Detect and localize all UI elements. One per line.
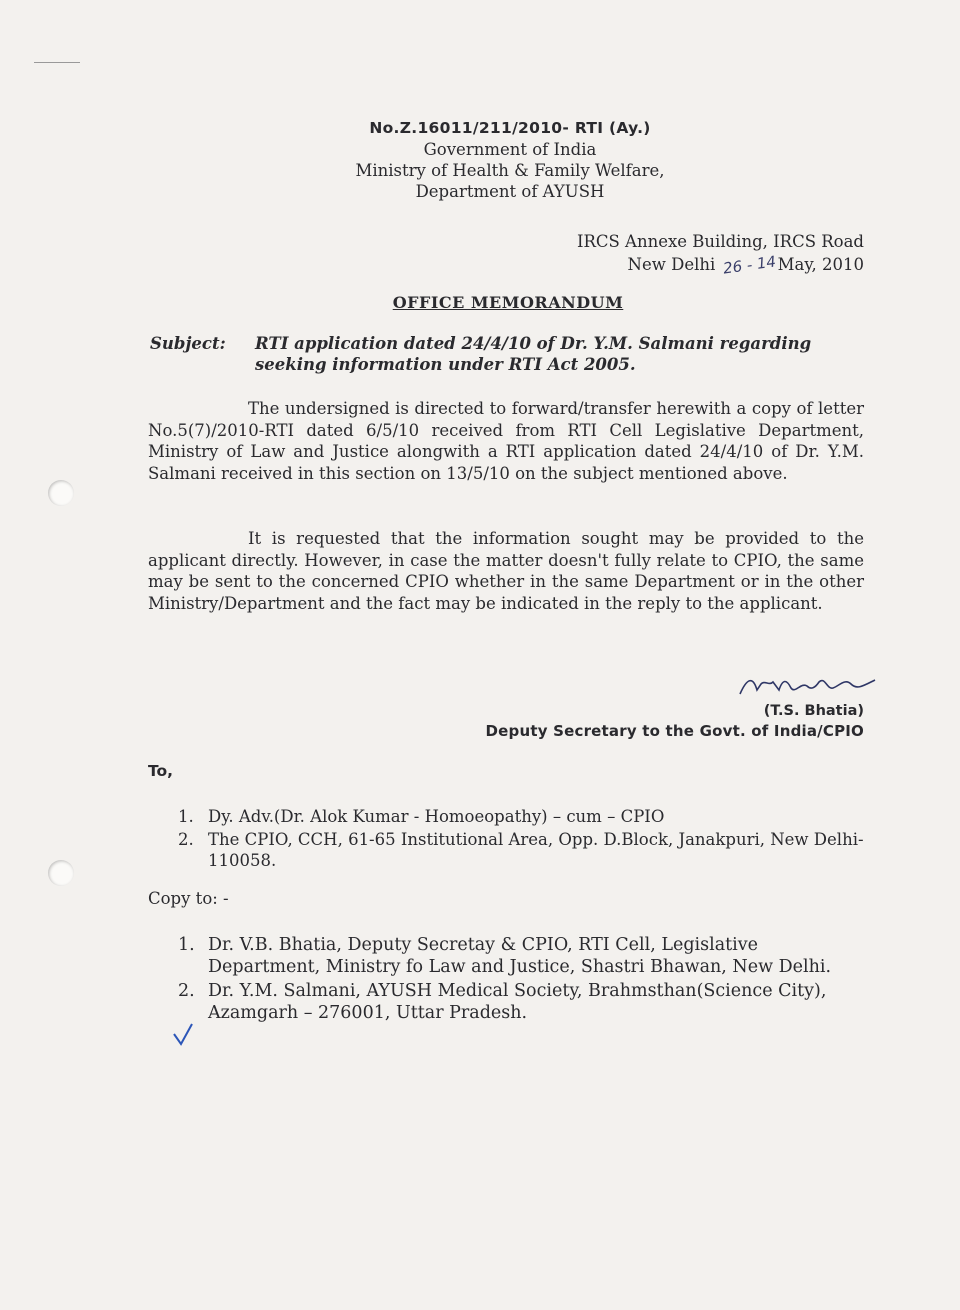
signatory-name: (T.S. Bhatia) — [763, 703, 864, 719]
tick-mark-icon — [172, 1022, 194, 1046]
letterhead — [300, 118, 720, 202]
subject-text: RTI application dated 24/4/10 of Dr. Y.M. Salmani regarding seeking information under RTI Act 2005. — [255, 334, 812, 374]
paragraph-text: The undersigned is directed to forward/transfer herewith a copy of letter No.5(7)/2010-RTI dated 6/5/10 received from RTI Cell Legislative Department, Ministry of Law and Justice alongwith a RTI application dated 24/4/10 of Dr. Y.M. Salmani received in this section on 13/5/10 on the subject mentioned above. — [148, 399, 864, 483]
punch-hole — [48, 860, 74, 886]
item-text: Dy. Adv.(Dr. Alok Kumar - Homoeopathy) – cum – CPIO — [208, 807, 665, 826]
memo-title: OFFICE MEMORANDUM — [392, 293, 624, 312]
scan-mark — [34, 62, 80, 63]
item-number: 2. — [178, 981, 195, 1001]
department-line: Department of AYUSH — [415, 182, 605, 201]
address-block — [577, 230, 864, 277]
government-line: Government of India — [423, 140, 597, 159]
signature — [735, 668, 885, 706]
list-item — [178, 829, 866, 871]
ministry-line: Ministry of Health & Family Welfare, — [355, 161, 665, 180]
list-item — [178, 806, 866, 827]
item-number: 2. — [178, 830, 194, 849]
item-text: The CPIO, CCH, 61-65 Institutional Area, Opp. D.Block, Janakpuri, New Delhi-110058. — [208, 830, 864, 870]
paragraph-text: It is requested that the information sought may be provided to the applicant directly. However, in case the matter doesn't fully relate to CPIO, the same may be sent to the concerned CPIO whether in the same Department or in the other Ministry/Department and the fact may be indicated in the reply to the applicant. — [148, 529, 864, 613]
item-number: 1. — [178, 935, 195, 955]
to-list — [178, 806, 866, 873]
list-item — [178, 934, 866, 978]
item-text: Dr. Y.M. Salmani, AYUSH Medical Society, Brahmsthan(Science City), Azamgarh – 276001, Uttar Pradesh. — [208, 981, 827, 1023]
item-text: Dr. V.B. Bhatia, Deputy Secretay & CPIO, RTI Cell, Legislative Department, Ministry fo Law and Justice, Shastri Bhawan, New Delhi. — [208, 935, 832, 977]
body-paragraph-2 — [148, 528, 864, 614]
punch-hole — [48, 480, 74, 506]
copy-to-label: Copy to: - — [148, 889, 229, 908]
date-line — [577, 253, 864, 277]
date-suffix: May, 2010 — [777, 255, 864, 274]
to-label: To, — [148, 762, 174, 780]
address-line: IRCS Annexe Building, IRCS Road — [576, 232, 864, 251]
list-item — [178, 980, 866, 1024]
body-paragraph-1 — [148, 398, 864, 484]
item-number: 1. — [178, 807, 194, 826]
city: New Delhi — [627, 255, 716, 274]
reference-number: No.Z.16011/211/2010- RTI (Ay.) — [369, 119, 651, 137]
signatory-designation: Deputy Secretary to the Govt. of India/CPIO — [485, 722, 864, 740]
handwritten-date: 26 - 14 — [721, 252, 777, 278]
copy-to-list — [178, 934, 866, 1026]
subject-label: Subject: — [150, 334, 226, 353]
